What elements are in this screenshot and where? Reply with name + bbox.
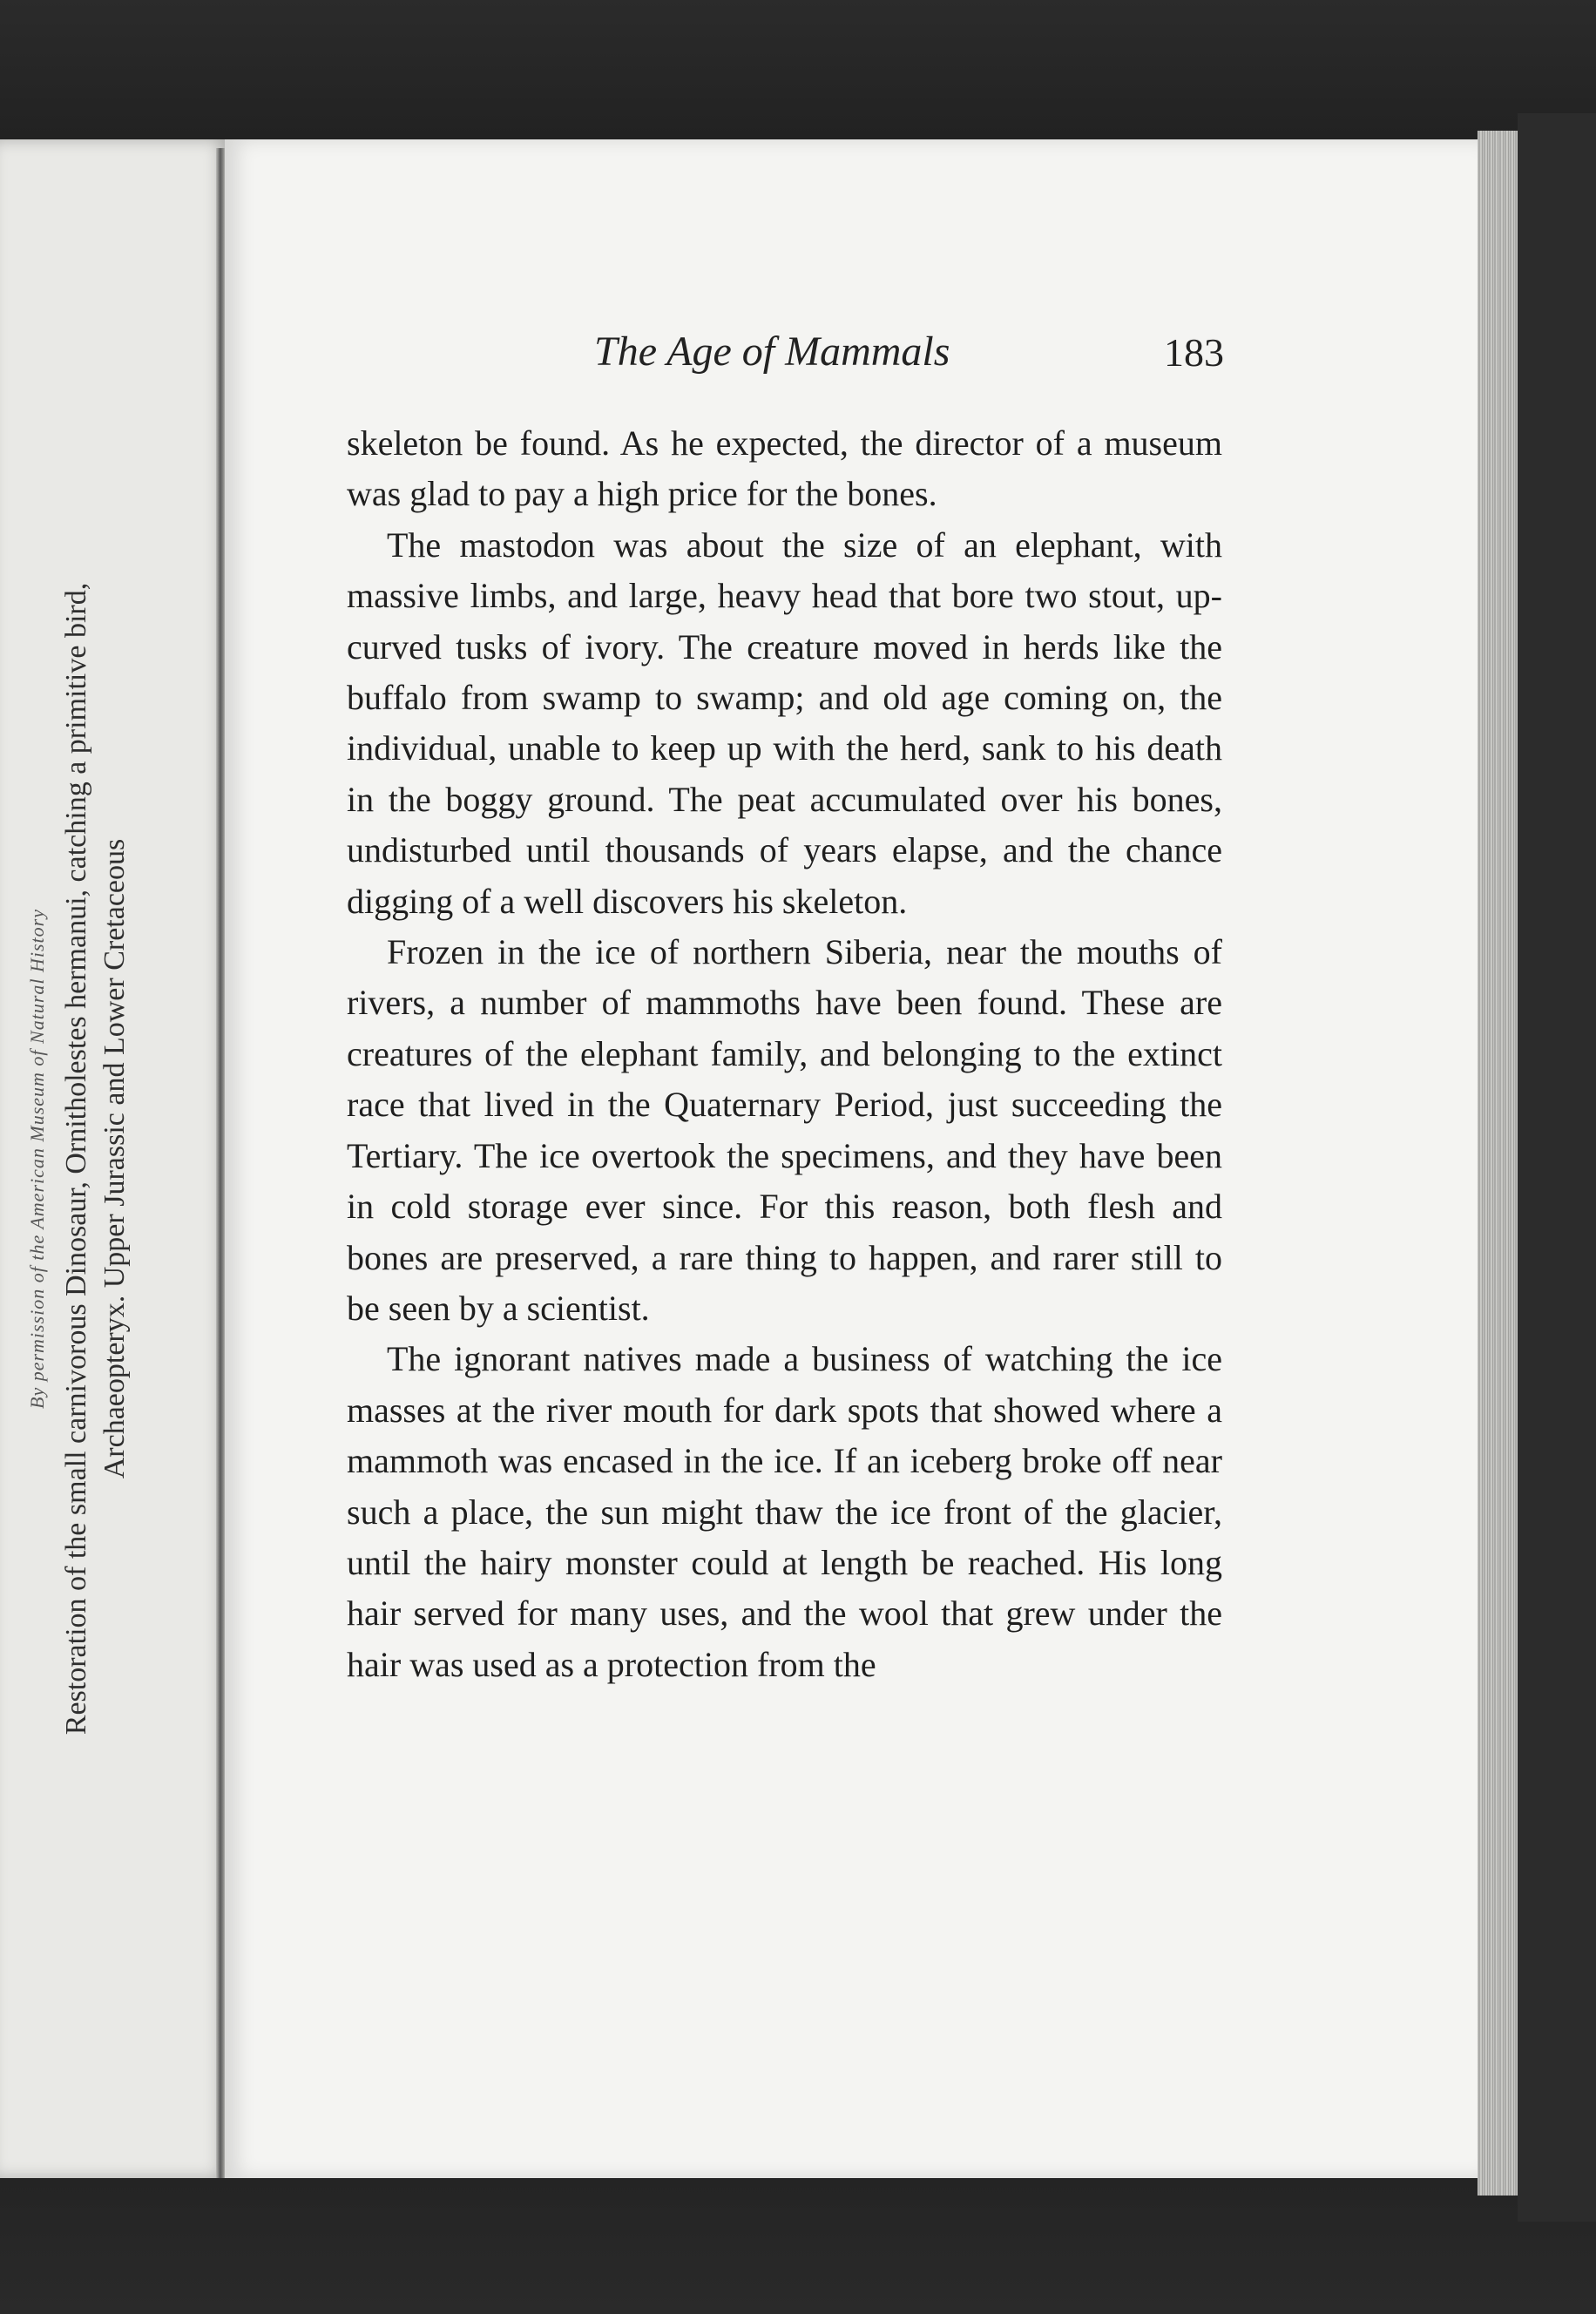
scan-border-right — [1518, 113, 1596, 2222]
page-edges — [1478, 131, 1518, 2196]
running-title: The Age of Mammals — [594, 328, 950, 375]
running-head — [348, 328, 1224, 389]
plate-caption — [26, 200, 200, 2117]
page-number: 183 — [1164, 330, 1224, 375]
paragraph-2: The mastodon was about the size of an elephant, with massive limbs, and large, heavy head that bore two stout, up-curved tusks of ivory. The creature moved in herds like the buffalo from swamp to swamp; and old age coming on, the individual, unable to keep up with the herd, sank to his death in the boggy ground. The peat accumulated over his bones, undisturbed until thousands of years elapse, and the chance digging of a well discovers his skeleton. — [347, 524, 1222, 921]
paragraph-3: Frozen in the ice of northern Siberia, near the mouths of rivers, a number of mammoths have been found. These are creatures of the elephant family, and belonging to the extinct race that lived in the Quaternary Period, just succeeding the Tertiary. The ice overtook the specimens, and they have been in cold storage ever since. For this reason, both flesh and bones are preserved, a rare thing to happen, and rarer still to be seen by a scientist. — [347, 932, 1222, 1328]
plate-credit: By permission of the American Museum of Natural History — [26, 909, 48, 1409]
plate-caption-line-2: Archaeopteryx. Upper Jurassic and Lower Cretaceous — [98, 838, 131, 1479]
paragraph-4: The ignorant natives made a business of watching the ice masses at the river mouth for dark spots that showed where a mammoth was encased in the ice. If an iceberg broke off near such a place, the sun might thaw the ice front of the glacier, until the hairy monster could at length be reached. His long hair served for many uses, and the wool that grew under the hair was used as a protection from the — [347, 1339, 1222, 1684]
body-text — [347, 418, 1222, 1690]
plate-caption-line-1: Restoration of the small carnivorous Dinosaur, Ornitholestes hermanui, catching a primitive bird, — [60, 582, 92, 1736]
paragraph-1: skeleton be found. As he expected, the director of a museum was glad to pay a high price for the bones. — [347, 423, 1222, 514]
